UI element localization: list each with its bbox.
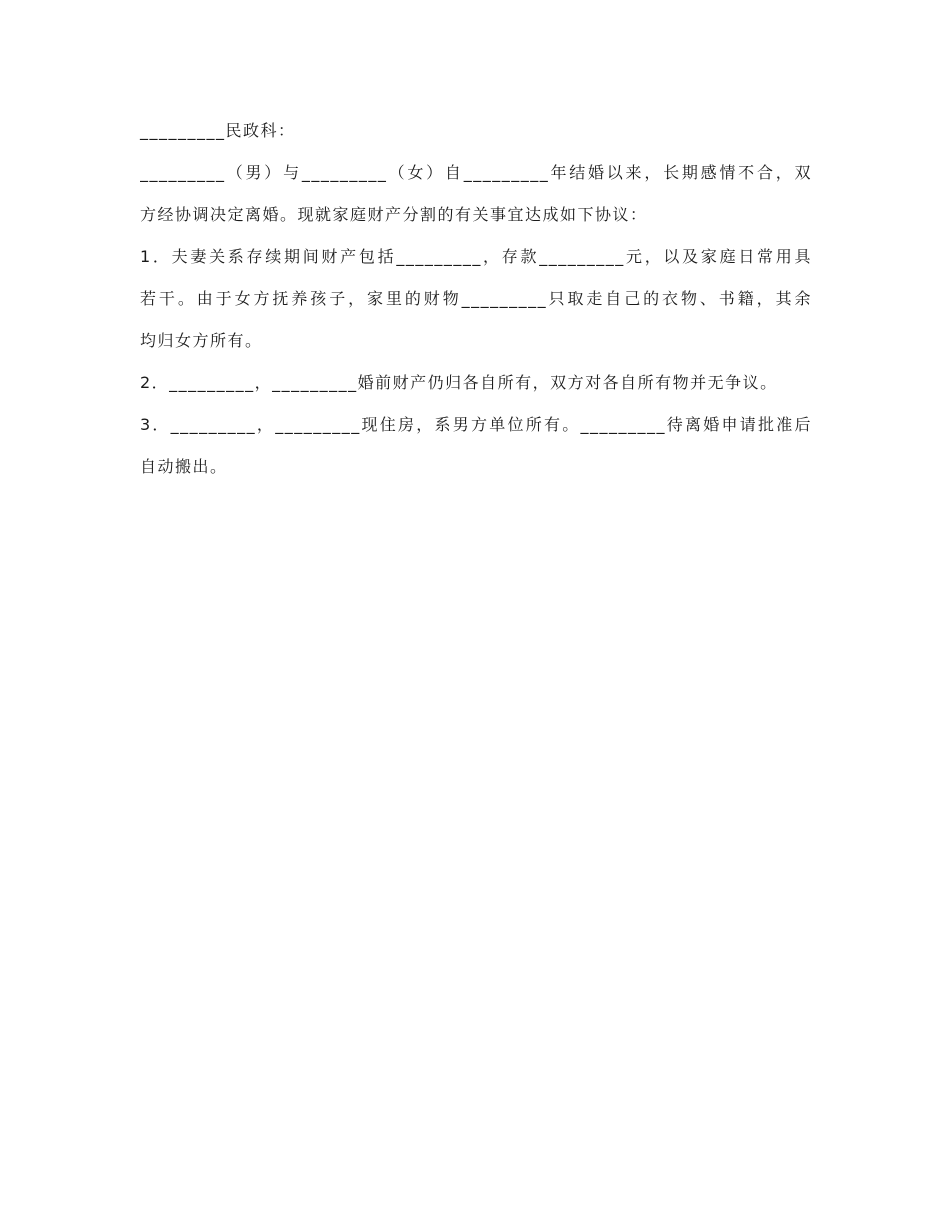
clause-3-line-1: 3．_________，_________现住房，系男方单位所有。_________待离婚申请批准后 (140, 415, 812, 434)
clause-2-line-1: 2．_________，_________婚前财产仍归各自所有，双方对各自所有物并无争议。 (140, 373, 778, 392)
clause-1-line-1: 1．夫妻关系存续期间财产包括_________，存款_________元，以及家庭日常用具 (140, 247, 812, 266)
agreement-body (140, 110, 812, 488)
addressee-line: _________民政科： (140, 121, 296, 140)
clause-3-line-2: 自动搬出。 (140, 457, 228, 476)
intro-line-2: 方经协调决定离婚。现就家庭财产分割的有关事宜达成如下协议： (140, 205, 648, 224)
intro-line-1: _________（男）与_________（女）自_________年结婚以来，长期感情不合，双 (140, 163, 812, 182)
clause-1-line-2: 若干。由于女方抚养孩子，家里的财物_________只取走自己的衣物、书籍，其余 (140, 289, 812, 308)
clause-1-line-3: 均归女方所有。 (140, 331, 263, 350)
